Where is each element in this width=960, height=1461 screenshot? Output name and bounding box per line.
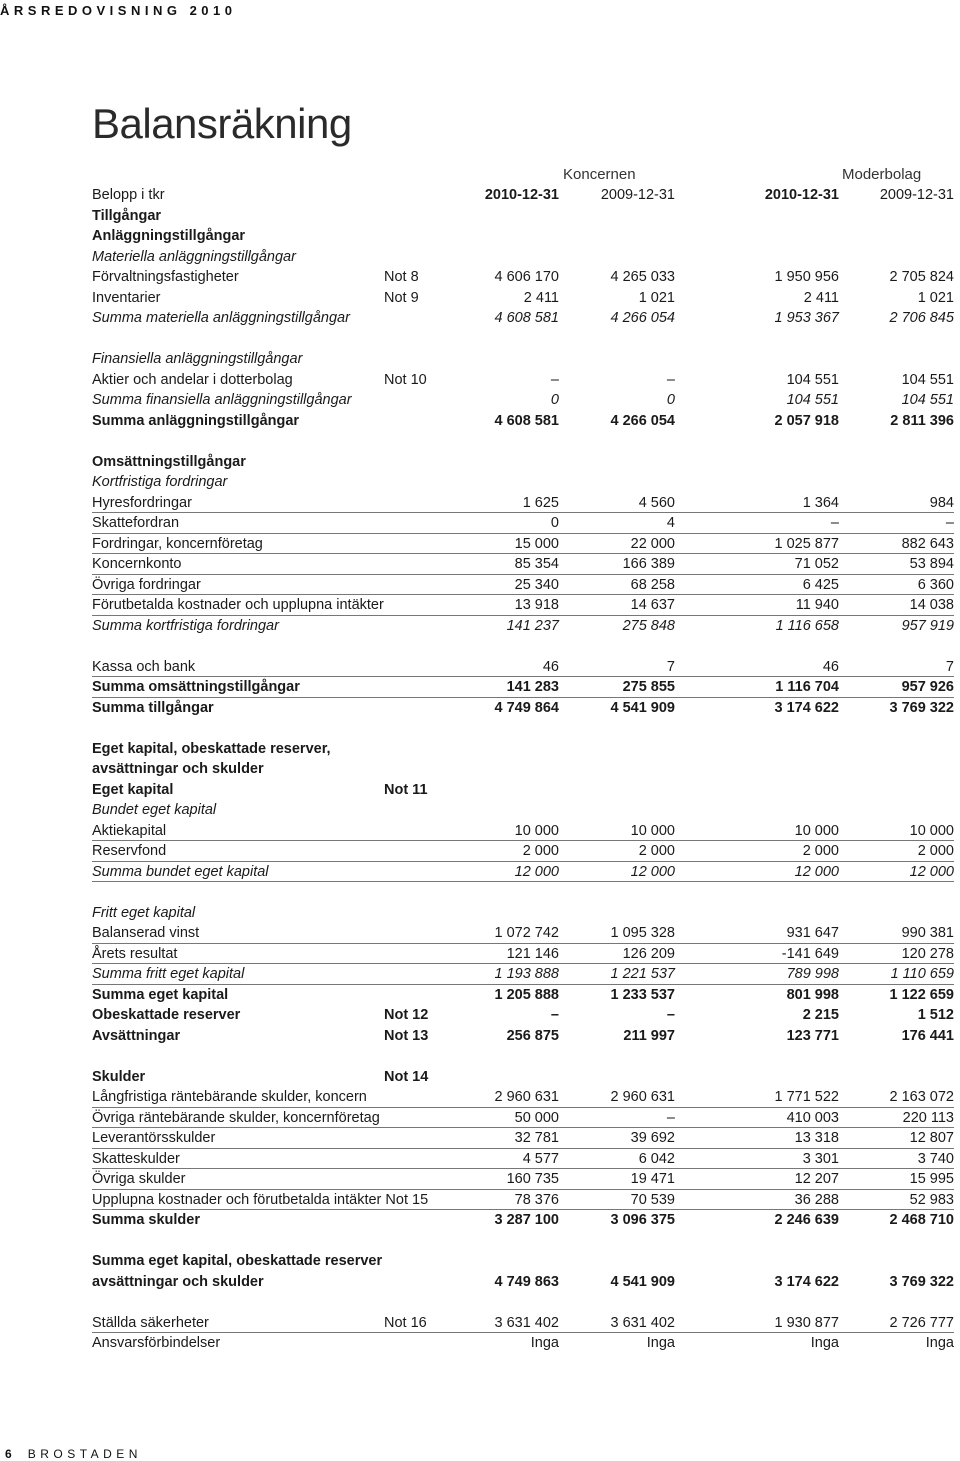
- value-koncern-2009: 4: [666, 515, 675, 531]
- value-moderbolag-2009: 176 441: [901, 1027, 954, 1044]
- value-moderbolag-2010: 104 551: [786, 392, 839, 408]
- table-row: [92, 554, 954, 575]
- value-koncern-2009: Inga: [646, 1335, 675, 1351]
- value-moderbolag-2010: -141 649: [781, 945, 839, 962]
- table-row: [92, 1333, 954, 1354]
- value-moderbolag-2010: 1 950 956: [774, 269, 839, 285]
- value-koncern-2009: 2 960 631: [610, 1089, 675, 1105]
- value-moderbolag-2010: 2010-12-31: [764, 187, 839, 203]
- row-label: Upplupna kostnader och förutbetalda intäkter Not 15: [92, 1191, 429, 1208]
- table-row: [92, 1272, 954, 1293]
- value-koncern-2009: 1 021: [638, 289, 675, 306]
- value-moderbolag-2010: 3 174 622: [774, 699, 839, 716]
- value-koncern-2009: 211 997: [623, 1027, 675, 1044]
- row-label: Fordringar, koncernföretag: [92, 535, 263, 552]
- note-ref: Not 9: [384, 289, 419, 306]
- table-row: [92, 800, 954, 821]
- value-koncern-2010: 2 411: [523, 289, 559, 306]
- table-row: [92, 1026, 954, 1047]
- row-label: Avsättningar: [92, 1027, 181, 1044]
- value-moderbolag-2010: 801 998: [786, 986, 839, 1003]
- value-koncern-2009: 4 265 033: [610, 269, 675, 285]
- value-koncern-2010: 1 193 888: [494, 966, 559, 982]
- value-koncern-2010: 10 000: [514, 822, 559, 839]
- value-koncern-2009: 1 233 537: [610, 986, 675, 1003]
- row-label: Kortfristiga fordringar: [92, 474, 228, 490]
- value-koncern-2010: 13 918: [514, 597, 559, 613]
- value-koncern-2010: –: [550, 1007, 559, 1023]
- value-koncern-2010: 2 960 631: [494, 1089, 559, 1105]
- value-koncern-2010: 4 577: [522, 1150, 559, 1167]
- value-moderbolag-2010: Inga: [810, 1335, 839, 1351]
- value-moderbolag-2010: 1 953 367: [774, 310, 839, 326]
- value-koncern-2010: 15 000: [514, 535, 559, 552]
- value-koncern-2010: –: [550, 371, 559, 388]
- table-row: [92, 1190, 954, 1211]
- row-label: Aktier och andelar i dotterbolag: [92, 371, 293, 388]
- table-row: [92, 821, 954, 842]
- value-koncern-2009: 3 096 375: [610, 1212, 675, 1228]
- table-row: [92, 780, 954, 801]
- value-moderbolag-2010: –: [830, 515, 839, 531]
- value-moderbolag-2009: 53 894: [909, 556, 954, 572]
- value-koncern-2010: 2010-12-31: [484, 187, 559, 203]
- note-ref: Not 8: [384, 269, 419, 285]
- table-row: [92, 534, 954, 555]
- group-header-koncernen: Koncernen: [563, 166, 636, 183]
- row-label: avsättningar och skulder: [92, 1273, 264, 1290]
- value-moderbolag-2010: 1 771 522: [774, 1089, 839, 1105]
- value-moderbolag-2010: 12 000: [794, 863, 839, 880]
- table-row: [92, 657, 954, 678]
- value-koncern-2010: 46: [542, 658, 559, 675]
- row-label: Summa bundet eget kapital: [92, 863, 269, 880]
- value-moderbolag-2010: 2 411: [803, 289, 839, 306]
- value-moderbolag-2009: 990 381: [901, 925, 954, 941]
- value-koncern-2009: 39 692: [630, 1130, 675, 1146]
- value-moderbolag-2009: 2 000: [917, 843, 954, 859]
- value-koncern-2010: 1 625: [522, 494, 559, 511]
- value-koncern-2009: 14 637: [630, 597, 675, 613]
- value-koncern-2010: 4 608 581: [494, 412, 559, 429]
- row-label: Ställda säkerheter: [92, 1314, 209, 1331]
- row-label: Kassa och bank: [92, 658, 196, 675]
- table-row: [92, 308, 954, 329]
- row-label: Hyresfordringar: [92, 494, 192, 511]
- table-row: [92, 288, 954, 309]
- note-ref: Not 13: [384, 1027, 429, 1044]
- value-koncern-2009: 22 000: [630, 535, 675, 552]
- table-row: [92, 862, 954, 883]
- table-row: [92, 698, 954, 719]
- value-moderbolag-2010: 10 000: [794, 822, 839, 839]
- value-koncern-2010: 50 000: [514, 1109, 559, 1126]
- value-moderbolag-2009: 15 995: [909, 1171, 954, 1187]
- row-label: Summa fritt eget kapital: [92, 966, 245, 982]
- row-label: Finansiella anläggningstillgångar: [92, 351, 303, 367]
- value-moderbolag-2009: 882 643: [901, 535, 954, 552]
- table-row: [92, 247, 954, 268]
- note-ref: Not 14: [384, 1068, 429, 1085]
- value-koncern-2009: 166 389: [622, 556, 675, 572]
- value-moderbolag-2009: 3 740: [917, 1150, 954, 1167]
- value-moderbolag-2010: 3 301: [802, 1150, 839, 1167]
- value-koncern-2010: 141 237: [506, 617, 559, 634]
- value-moderbolag-2009: 6 360: [917, 576, 954, 593]
- value-koncern-2009: 4 541 909: [610, 699, 675, 716]
- table-row: [92, 1251, 954, 1272]
- value-moderbolag-2010: 1 025 877: [774, 535, 839, 552]
- value-moderbolag-2010: 1 116 658: [775, 617, 839, 634]
- value-koncern-2009: 19 471: [630, 1171, 675, 1187]
- row-label: Reservfond: [92, 843, 167, 859]
- table-row: [92, 370, 954, 391]
- value-koncern-2009: 126 209: [622, 945, 675, 962]
- row-label: Summa skulder: [92, 1212, 200, 1228]
- table-row: [92, 677, 954, 698]
- value-moderbolag-2009: 3 769 322: [889, 1273, 954, 1290]
- value-moderbolag-2010: 2 215: [802, 1007, 839, 1023]
- row-label: Övriga fordringar: [92, 576, 201, 593]
- row-label: Förvaltningsfastigheter: [92, 269, 239, 285]
- value-koncern-2009: 0: [666, 392, 675, 408]
- row-label: Summa anläggningstillgångar: [92, 412, 300, 429]
- value-koncern-2010: 12 000: [514, 863, 559, 880]
- table-row: [92, 739, 954, 760]
- table-row: [92, 903, 954, 924]
- row-label: Eget kapital: [92, 781, 174, 798]
- row-label: Fritt eget kapital: [92, 904, 196, 921]
- value-koncern-2009: –: [666, 1109, 675, 1126]
- value-moderbolag-2009: 220 113: [902, 1109, 954, 1126]
- value-moderbolag-2009: 2 705 824: [889, 269, 954, 285]
- row-label: Belopp i tkr: [92, 187, 165, 203]
- row-label: Bundet eget kapital: [92, 802, 217, 818]
- value-moderbolag-2010: 123 771: [786, 1027, 839, 1044]
- value-koncern-2009: –: [666, 1007, 675, 1023]
- value-koncern-2010: 0: [550, 515, 559, 531]
- value-moderbolag-2009: 957 926: [901, 679, 954, 695]
- row-label: Årets resultat: [92, 945, 178, 962]
- row-label: Förutbetalda kostnader och upplupna intäkter: [92, 597, 384, 613]
- table-row: [92, 944, 954, 965]
- value-koncern-2009: 1 221 537: [610, 966, 675, 982]
- table-row: [92, 595, 954, 616]
- table-row: [92, 206, 954, 227]
- value-koncern-2009: 275 848: [622, 617, 675, 634]
- value-moderbolag-2009: 1 512: [917, 1007, 954, 1023]
- row-label: Skattefordran: [92, 515, 180, 531]
- value-moderbolag-2010: 2 057 918: [774, 412, 839, 429]
- table-row: [92, 267, 954, 288]
- value-moderbolag-2009: 984: [929, 494, 954, 511]
- spacer-row: [92, 329, 954, 350]
- group-header-moderbolag: Moderbolag: [842, 166, 922, 183]
- row-label: Tillgångar: [92, 207, 162, 224]
- value-koncern-2010: 3 631 402: [494, 1314, 559, 1331]
- value-koncern-2010: Inga: [530, 1335, 559, 1351]
- table-row: [92, 349, 954, 370]
- row-label: Summa materiella anläggningstillgångar: [92, 310, 350, 326]
- spacer-row: [92, 1231, 954, 1252]
- value-koncern-2009: 2 000: [638, 843, 675, 859]
- row-label: Övriga skulder: [92, 1171, 186, 1187]
- value-moderbolag-2010: 104 551: [786, 371, 839, 388]
- spacer-row: [92, 718, 954, 739]
- value-koncern-2010: 4 749 863: [494, 1273, 559, 1290]
- value-moderbolag-2010: 71 052: [794, 556, 839, 572]
- value-moderbolag-2009: 10 000: [909, 822, 954, 839]
- value-moderbolag-2009: 2 706 845: [889, 310, 954, 326]
- value-koncern-2010: 4 608 581: [494, 310, 559, 326]
- page-number: 6: [5, 1447, 12, 1461]
- table-row: [92, 964, 954, 985]
- value-moderbolag-2010: 6 425: [802, 576, 839, 593]
- value-koncern-2009: 10 000: [630, 822, 675, 839]
- value-koncern-2010: 32 781: [514, 1130, 559, 1146]
- row-label: Summa finansiella anläggningstillgångar: [92, 392, 352, 408]
- value-koncern-2009: 6 042: [638, 1150, 675, 1167]
- value-moderbolag-2009: 12 807: [909, 1130, 954, 1146]
- row-label: Skatteskulder: [92, 1150, 180, 1167]
- value-koncern-2009: 70 539: [630, 1191, 675, 1208]
- table-row: [92, 411, 954, 432]
- table-row: [92, 472, 954, 493]
- value-koncern-2009: 7: [666, 658, 675, 675]
- value-koncern-2009: 1 095 328: [610, 925, 675, 941]
- table-row: [92, 1149, 954, 1170]
- table-row: [92, 452, 954, 473]
- value-koncern-2010: 1 205 888: [494, 986, 559, 1003]
- value-koncern-2009: 4 560: [638, 494, 675, 511]
- table-row: [92, 1005, 954, 1026]
- value-koncern-2010: 160 735: [506, 1171, 559, 1187]
- value-koncern-2009: 4 266 054: [610, 412, 675, 429]
- row-label: Summa omsättningstillgångar: [92, 679, 300, 695]
- value-moderbolag-2010: 13 318: [794, 1130, 839, 1146]
- value-moderbolag-2009: 1 021: [917, 289, 954, 306]
- row-label: Materiella anläggningstillgångar: [92, 248, 296, 265]
- balance-sheet-table: [92, 185, 954, 1354]
- table-row: [92, 985, 954, 1006]
- value-moderbolag-2010: 1 116 704: [775, 679, 839, 695]
- value-moderbolag-2010: 2 246 639: [774, 1212, 839, 1228]
- table-row: [92, 575, 954, 596]
- value-moderbolag-2009: 1 122 659: [889, 986, 954, 1003]
- brand-name: BROSTADEN: [27, 1447, 142, 1461]
- value-koncern-2010: 25 340: [514, 576, 559, 593]
- row-label: Ansvarsförbindelser: [92, 1335, 221, 1351]
- row-label: Koncernkonto: [92, 556, 182, 572]
- value-koncern-2009: 2009-12-31: [600, 187, 675, 203]
- value-moderbolag-2009: 2 811 396: [890, 412, 954, 429]
- row-label: Eget kapital, obeskattade reserver,: [92, 740, 331, 757]
- row-label: Leverantörsskulder: [92, 1130, 216, 1146]
- spacer-row: [92, 1292, 954, 1313]
- table-row: [92, 185, 954, 206]
- spacer-row: [92, 882, 954, 903]
- value-koncern-2009: –: [666, 371, 675, 388]
- value-moderbolag-2010: 1 364: [802, 494, 839, 511]
- value-moderbolag-2010: 931 647: [786, 925, 839, 941]
- value-koncern-2009: 4 266 054: [610, 310, 675, 326]
- row-label: Summa eget kapital: [92, 986, 229, 1003]
- value-moderbolag-2009: 2 163 072: [889, 1089, 954, 1105]
- row-label: Långfristiga räntebärande skulder, koncern: [92, 1089, 367, 1105]
- row-label: Inventarier: [92, 289, 161, 306]
- value-moderbolag-2009: 2 726 777: [889, 1314, 954, 1331]
- value-moderbolag-2009: –: [945, 515, 954, 531]
- page-footer: [5, 1447, 142, 1461]
- value-koncern-2010: 121 146: [506, 945, 559, 962]
- value-moderbolag-2009: 3 769 322: [889, 699, 954, 716]
- value-koncern-2010: 0: [550, 392, 559, 408]
- row-label: Summa kortfristiga fordringar: [92, 617, 279, 634]
- row-label: Summa tillgångar: [92, 699, 214, 716]
- table-row: [92, 1067, 954, 1088]
- value-moderbolag-2010: 46: [822, 658, 839, 675]
- value-moderbolag-2010: 11 940: [795, 597, 839, 613]
- table-row: [92, 390, 954, 411]
- value-koncern-2010: 85 354: [514, 556, 559, 572]
- running-header: ÅRSREDOVISNING 2010: [0, 3, 237, 18]
- value-koncern-2009: 68 258: [630, 576, 675, 593]
- value-moderbolag-2010: 12 207: [794, 1171, 839, 1187]
- value-moderbolag-2009: Inga: [925, 1335, 954, 1351]
- value-moderbolag-2009: 14 038: [909, 597, 954, 613]
- value-moderbolag-2009: 1 110 659: [890, 966, 954, 982]
- value-moderbolag-2010: 2 000: [802, 843, 839, 859]
- value-koncern-2009: 4 541 909: [610, 1273, 675, 1290]
- value-koncern-2010: 78 376: [514, 1191, 559, 1208]
- table-row: [92, 1128, 954, 1149]
- table-row: [92, 759, 954, 780]
- value-moderbolag-2009: 52 983: [909, 1191, 954, 1208]
- row-label: avsättningar och skulder: [92, 761, 264, 777]
- value-moderbolag-2009: 7: [945, 658, 954, 675]
- table-row: [92, 923, 954, 944]
- value-moderbolag-2010: 1 930 877: [774, 1314, 839, 1331]
- value-moderbolag-2010: 410 003: [786, 1109, 839, 1126]
- value-koncern-2009: 12 000: [630, 863, 675, 880]
- note-ref: Not 12: [384, 1007, 429, 1023]
- spacer-row: [92, 636, 954, 657]
- value-moderbolag-2009: 957 919: [901, 617, 954, 634]
- table-row: [92, 1087, 954, 1108]
- note-ref: Not 16: [384, 1314, 427, 1331]
- value-koncern-2010: 141 283: [506, 679, 559, 695]
- spacer-row: [92, 1046, 954, 1067]
- value-moderbolag-2009: 104 551: [901, 392, 954, 408]
- table-row: [92, 226, 954, 247]
- value-moderbolag-2009: 2009-12-31: [879, 187, 954, 203]
- row-label: Skulder: [92, 1068, 146, 1085]
- row-label: Anläggningstillgångar: [92, 228, 246, 244]
- table-row: [92, 1108, 954, 1129]
- note-ref: Not 11: [384, 781, 428, 798]
- value-moderbolag-2010: 36 288: [794, 1191, 839, 1208]
- spacer-row: [92, 431, 954, 452]
- value-moderbolag-2009: 12 000: [909, 863, 954, 880]
- value-koncern-2009: 275 855: [622, 679, 675, 695]
- row-label: Omsättningstillgångar: [92, 453, 246, 470]
- table-row: [92, 513, 954, 534]
- value-koncern-2010: 3 287 100: [494, 1212, 559, 1228]
- value-koncern-2010: 1 072 742: [494, 925, 559, 941]
- row-label: Balanserad vinst: [92, 925, 200, 941]
- value-moderbolag-2010: 3 174 622: [774, 1273, 839, 1290]
- value-moderbolag-2009: 104 551: [901, 371, 954, 388]
- value-koncern-2010: 4 606 170: [494, 269, 559, 285]
- value-moderbolag-2010: 789 998: [786, 966, 839, 982]
- table-row: [92, 616, 954, 637]
- value-moderbolag-2009: 120 278: [901, 945, 954, 962]
- table-row: [92, 841, 954, 862]
- value-koncern-2009: 3 631 402: [610, 1314, 675, 1331]
- table-row: [92, 1313, 954, 1334]
- value-koncern-2010: 256 875: [506, 1027, 559, 1044]
- table-row: [92, 1169, 954, 1190]
- row-label: Obeskattade reserver: [92, 1007, 241, 1023]
- table-row: [92, 493, 954, 514]
- value-moderbolag-2009: 2 468 710: [889, 1212, 954, 1228]
- note-ref: Not 10: [384, 371, 427, 388]
- row-label: Övriga räntebärande skulder, koncernföretag: [92, 1109, 380, 1126]
- table-row: [92, 1210, 954, 1231]
- value-koncern-2010: 2 000: [522, 843, 559, 859]
- row-label: Aktiekapital: [92, 822, 167, 839]
- page-title: Balansräkning: [92, 100, 352, 147]
- row-label: Summa eget kapital, obeskattade reserver: [92, 1253, 383, 1269]
- value-koncern-2010: 4 749 864: [494, 699, 559, 716]
